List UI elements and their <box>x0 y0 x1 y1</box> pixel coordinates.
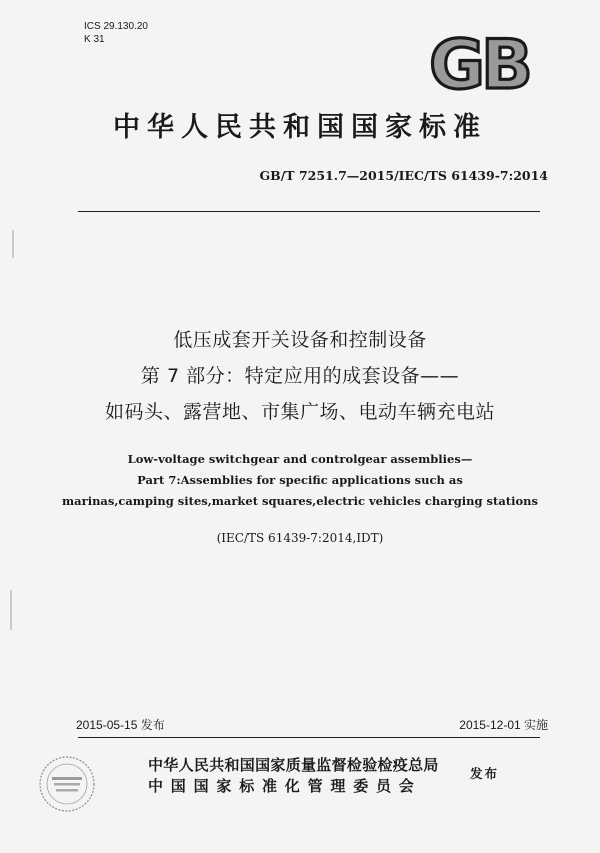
issue-date: 2015-05-15 发布 <box>76 718 165 732</box>
issuing-authorities <box>148 755 439 797</box>
standard-type-title: 中华人民共和国国家标准 <box>113 112 487 143</box>
adoption-reference: (IEC/TS 61439-7:2014,IDT) <box>216 531 384 545</box>
chinese-title-line-1: 低压成套开关设备和控制设备 <box>173 329 427 351</box>
footer-divider <box>78 737 540 738</box>
ccs-code: K 31 <box>84 34 105 45</box>
standard-number: GB/T 7251.7—2015/IEC/TS 61439-7:2014 <box>259 168 548 183</box>
seal-stamp <box>36 753 98 815</box>
english-title-line-2: Part 7:Assemblies for specific applications such as <box>137 473 463 487</box>
issuer-sac: 中国国家标准化管理委员会 <box>148 777 422 795</box>
chinese-title-line-2: 第 7 部分：特定应用的成套设备—— <box>140 365 460 387</box>
chinese-title-line-3: 如码头、露营地、市集广场、电动车辆充电站 <box>104 401 495 423</box>
english-title-line-1: Low-voltage switchgear and controlgear assemblies— <box>127 452 473 466</box>
implementation-date: 2015-12-01 实施 <box>459 718 548 732</box>
header-divider <box>78 211 540 212</box>
english-title-line-3: marinas,camping sites,market squares,electric vehicles charging stations <box>62 494 538 508</box>
publish-label: 发布 <box>470 766 500 781</box>
scan-artifact <box>12 230 14 258</box>
gb-logo <box>418 30 540 96</box>
scan-artifact <box>10 590 12 630</box>
issuer-aqsiq: 中华人民共和国国家质量监督检验检疫总局 <box>148 756 439 774</box>
chinese-title <box>0 322 600 430</box>
ics-code: ICS 29.130.20 <box>84 21 148 32</box>
english-title <box>0 449 600 512</box>
gb-logo-text: GB <box>429 30 529 96</box>
classification-block <box>84 20 148 46</box>
